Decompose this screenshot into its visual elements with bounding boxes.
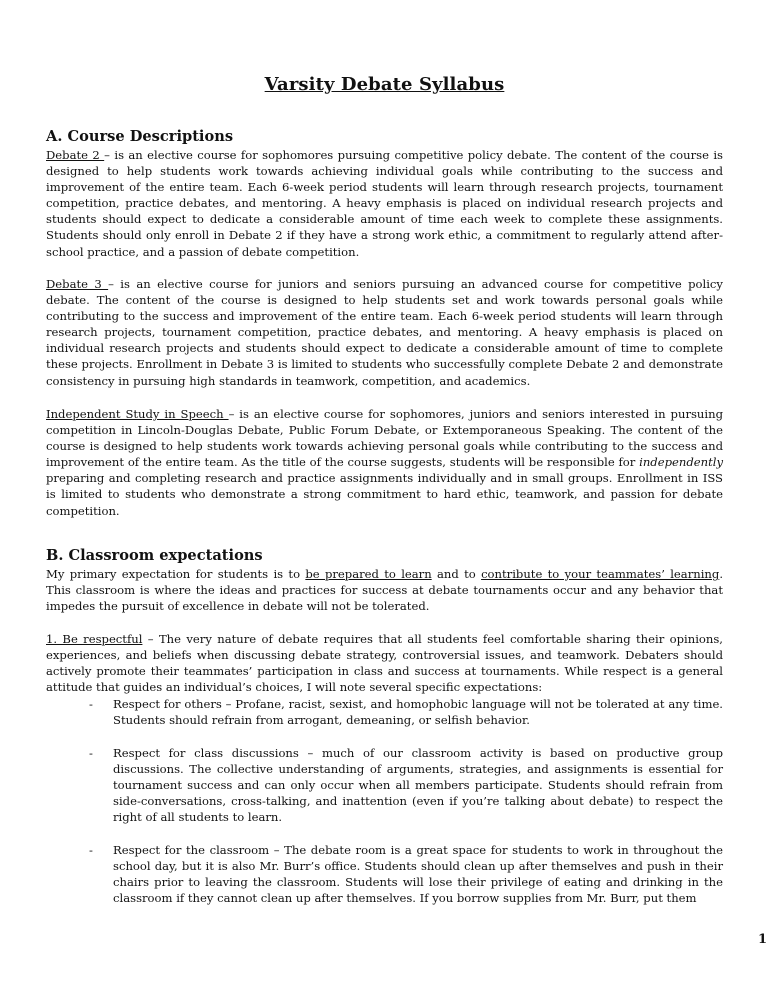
page-number: 1 <box>758 932 768 947</box>
intro-text-1: My primary expectation for students is to <box>46 567 306 581</box>
bullet-text: Respect for the classroom – The debate room is a great space for students to work in throughout the school day, but it is also Mr. Burr’s office. Students should clean up after themselves and push in their chairs prior to leaving the classroom. Students will lose their privilege of eating and drinking in the classroom if they cannot clean up after themselves. If you borrow supplies from Mr. Burr, put them <box>113 843 723 906</box>
bullet-dash: - <box>89 843 93 857</box>
iss-name: Independent Study in Speech <box>46 407 229 421</box>
debate2-text: – is an elective course for sophomores pursuing competitive policy debate. The content of the course is designed to help students work towards achieving individual goals while contributing to the success and improvement of the entire team. Each 6-week period students will learn through research projects, tournament competition, practice debates, and mentoring. A heavy emphasis is placed on individual research projects and students should expect to dedicate a considerable amount of time each week to complete these assignments. Students should only enroll in Debate 2 if they have a strong work ethic, a commitment to regularly attend after-school practice, and a passion of debate competition. <box>46 148 724 259</box>
section-a-heading: A. Course Descriptions <box>46 128 234 145</box>
section-b-heading: B. Classroom expectations <box>46 547 263 564</box>
respect-paragraph <box>46 631 723 695</box>
iss-emphasis: independently <box>639 455 723 470</box>
expectations-intro <box>46 566 723 614</box>
intro-text-3: . This classroom is where the ideas and practices for success at debate tournaments occur and any behavior that impedes the pursuit of excellence in debate will not be tolerated. <box>46 567 723 614</box>
bullet-text: Respect for class discussions – much of our classroom activity is based on productive group discussions. The collective understanding of arguments, strategies, and assignments is essential for tournament success and can only occur when all members participate. Students should refrain from side-conversations, cross-talking, and inattention (even if you’re talking about debate) to respect the right of all students to learn. <box>113 746 723 825</box>
debate3-text: – is an elective course for juniors and seniors pursuing an advanced course for competitive policy debate. The content of the course is designed to help students set and work towards personal goals while contributing to the success and improvement of the entire team. Each 6-week period students will learn through research projects, tournament competition, practice debates, and mentoring. A heavy emphasis is placed on individual research projects and students should expect to dedicate a considerable amount of time to complete these projects. Enrollment in Debate 3 is limited to students who successfully complete Debate 2 and demonstrate consistency in pursuing high standards in teamwork, competition, and academics. <box>46 277 723 388</box>
intro-text-2: and to <box>431 567 482 581</box>
respect-text: – The very nature of debate requires that all students feel comfortable sharing their opinions, experiences, and beliefs when discussing debate strategy, controversial issues, and teamwork. Debaters should actively promote their teammates’ participation in class and success at tournaments. While respect is a general attitude that guides an individual’s choices, I will note several specific expectations: <box>46 632 723 695</box>
debate2-name: Debate 2 <box>46 148 105 162</box>
iss-paragraph <box>46 406 723 519</box>
iss-text-after: preparing and completing research and practice assignments individually and in small groups. Enrollment in ISS is limited to students who demonstrate a strong commitment to hard ethic, teamwork, and passion for debate competition. <box>46 471 723 518</box>
bullet-dash: - <box>89 697 93 711</box>
document-page <box>46 0 768 994</box>
iss-text-before: – is an elective course for sophomores, juniors and seniors interested in pursuing competition in Lincoln-Douglas Debate, Public Forum Debate, or Extemporaneous Speaking. The content of the course is designed to help students work towards achieving personal goals while contributing to the success and improvement of the entire team. As the title of the course suggests, students will be responsible for <box>46 407 723 470</box>
bullet-text: Respect for others – Profane, racist, sexist, and homophobic language will not be tolerated at any time. Students should refrain from arrogant, demeaning, or selfish behavior. <box>113 697 723 728</box>
contribute-to-learning: contribute to your teammates’ learning <box>481 567 720 581</box>
debate2-paragraph <box>46 147 723 260</box>
debate3-paragraph <box>46 276 723 389</box>
prepared-to-learn: be prepared to learn <box>305 567 432 581</box>
bullet-dash: - <box>89 746 93 760</box>
respect-heading: 1. Be respectful <box>46 632 143 646</box>
page-title: Varsity Debate Syllabus <box>264 74 505 95</box>
debate3-name: Debate 3 <box>46 277 109 291</box>
